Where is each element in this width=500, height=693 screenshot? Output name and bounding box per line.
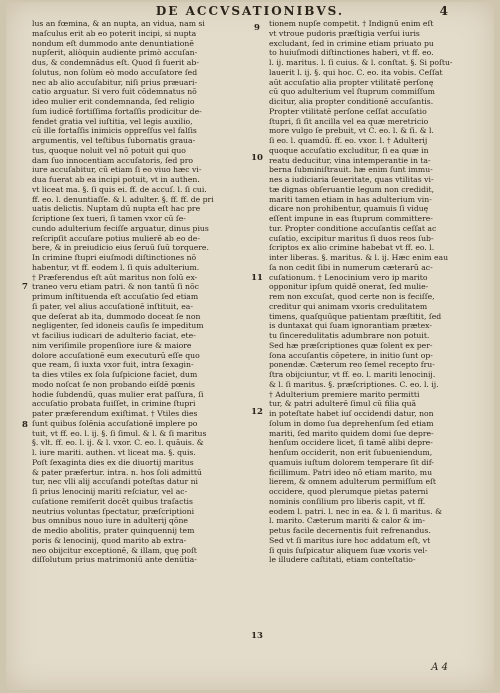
running-head: DE ACCVSATIONIBVS.	[155, 4, 345, 18]
text-line: nupſerit, aliòquin audiente primò accuſan-	[32, 48, 198, 58]
text-line: l. iure mariti. authen. vt liceat ma. §. quis.	[32, 448, 196, 457]
text-line: cundo adulterium feciſſe arguatur, dinus pius	[32, 223, 209, 233]
text-line: catio arguatur. Si vero fuit cōdemnatus nō	[32, 87, 197, 97]
margin-number: 12	[251, 407, 263, 417]
text-line: tur, & patri adulterē ſimul cū filia quā	[269, 399, 417, 409]
text-line: cū quo adulterium vel ſtuprum commiſſum	[269, 87, 435, 97]
page-header	[6, 4, 494, 20]
text-line: tus, quoque noluit vel nō potuit qui quo	[32, 145, 186, 155]
text-line: ſtra obijciuntur, vt ff. eo. l. mariti lenocinij.	[269, 370, 436, 379]
text-line: dam ſuo innocentiam accuſatoris, ſed pro	[32, 155, 194, 165]
text-line: henſum occiderit, non erit ſubueniendum,	[269, 448, 433, 457]
text-line: hodie ſubdendū, quas mulier erat paſſura, ſi	[32, 389, 204, 399]
text-line: mariti tamen etiam in has adulterium vin-	[269, 194, 432, 204]
margin-number: 9	[254, 23, 260, 33]
text-line: ſunt quibus ſolēnia accuſationē implere po	[32, 418, 198, 428]
text-line: Propter vtilitatē perſone ceſſat accuſatio	[269, 106, 427, 116]
text-line: timens, quaſquūque patientam præſtitit, ſed	[269, 311, 442, 321]
text-line: Sed vt ſi maritus iure hoc addatum eſt, vt	[269, 535, 431, 545]
text-line: vt vtroue pudoris præſtigia verſui iuris	[269, 28, 420, 38]
text-line: nes a iudiciaria ſeueritate, quas vtilitas vi-	[269, 175, 434, 184]
text-line: creditur qui animam vxoris credulitatem	[269, 301, 428, 311]
text-line: excludant, ſed in crimine etiam priuato pu	[269, 38, 434, 48]
text-line: ſolum in domo ſua deprehenſum ſed etiam	[269, 418, 434, 428]
text-line: berna ſubminiſtrauit. hæ enim ſunt immu-	[269, 165, 433, 175]
text-line: In crimine ſtupri eiuſmodi diſtinctiones nō	[32, 253, 197, 262]
text-line: rem non excuſat, quod certe non is feciſſe,	[269, 292, 435, 301]
text-line: to huiuſmodi diſtinctiones haberi, vt ff. eo.	[269, 48, 434, 58]
text-line: ficillimum. Patri ideo nō etiam marito, mu	[269, 467, 433, 477]
text-line: tuit, vt ff. eo. l. ij. §. ſi ſimul. & l. & ſi maritus	[32, 428, 207, 438]
text-line: quamuis iuſtum dolorem temperare ſit dif-	[269, 457, 434, 467]
text-line: † Præferendus eſt aūt maritus non ſolū ex-	[32, 272, 198, 282]
text-line: dolore accuſationē eum executurū eſſe quo	[32, 350, 200, 360]
text-line: ideo mulier erit condemnanda, ſed religio	[32, 97, 195, 106]
text-line: cuſationum. † Lenocinium vero ip marito	[269, 272, 428, 282]
text-line: reſcripſit accuſare potius mulierē ab eo de-	[32, 233, 200, 243]
text-line: le illudere caſtitati, etiam conteſtatio-	[269, 555, 416, 565]
text-line: accuſatio probata fuiſſet, in crimine ſtupri	[32, 399, 196, 409]
page-number: 4	[439, 4, 448, 18]
text-line: † Adulterium premiere marito permitti	[269, 389, 420, 399]
text-line: ſi quis ſuſpicatur aliquem ſuæ vxoris vel-	[269, 545, 428, 555]
text-line: ſum iudicē fortiſſima fortaſſis prodicitur de-	[32, 106, 202, 116]
text-line: habentur, vt ff. eodem l. ſi quis adulterium.	[32, 262, 200, 272]
text-line: ſa non cedit ſibi in numerum cæterarū ac-	[269, 262, 433, 272]
text-line: mariti, ſed marito quidem domi ſue depre-	[269, 428, 434, 438]
text-line: opponitur ipſum quidē onerat, ſed mulie-	[269, 282, 429, 292]
text-line: & pater præfertur. intra. n. hos ſoli admittū	[32, 467, 202, 477]
text-line: inter liberas. §. maritus. & l. ij. Hæc enim eau	[269, 253, 449, 262]
text-line: cū ille fortaſſis inimicis oppreſſus vel falſis	[32, 126, 197, 136]
margin-number: 13	[251, 631, 263, 641]
left-column	[32, 19, 244, 565]
text-line: uatis delictis. Nuptam dū nupta eſt hac pre	[32, 204, 201, 214]
text-line: pater præferendum exiſtimat. † Vtiles dies	[32, 409, 198, 418]
text-line: poris & lenocinij, quod marito ab extra-	[32, 535, 187, 545]
text-line: eſſent impune in eas ſtuprum committere-	[269, 214, 433, 223]
text-line: vt facilius iudicari de adulterio faciat, ete-	[32, 331, 196, 340]
text-line: negligenter, ſed idoneis cauſis ſe impeditum	[32, 321, 204, 331]
text-line: dus, & condemnādus eſt. Quod ſi fuerit ab-	[32, 58, 199, 67]
text-line: ſcriptione ſex tueri, ſi tamen vxor cū ſe-	[32, 214, 186, 223]
text-line: diſſolutum prius matrimoniū ante denūtia-	[32, 555, 197, 565]
text-line: §. vlt. ff. eo. l. ij. & l. vxor. C. eo. l. quāuis. &	[32, 438, 204, 448]
text-line: is duntaxat qui ſuam ignorantiam prætex-	[269, 321, 432, 331]
margin-number: 8	[22, 420, 28, 430]
text-line: cuſatione remiſerit docēt quibus traſactis	[32, 496, 193, 506]
text-line: & l. ſi maritus. §. præſcriptiones. C. eo. l. ij.	[269, 379, 439, 389]
book-page	[6, 2, 494, 690]
margin-number: 11	[251, 273, 263, 283]
text-line: de medio abolitis, prater quinquennij tem	[32, 526, 195, 535]
text-line: ſi pater, vel alius accuſationē inſtituit, ea-	[32, 301, 193, 311]
text-line: argumentis, vel teſtibus ſubornatis graua-	[32, 136, 196, 145]
text-line: lus an fœmina, & an nupta, an vidua, nam si	[32, 19, 205, 28]
text-line: ff. eo. l. denuntiaſſe. & l. adulter. §. ff. ff. de pri	[32, 194, 214, 204]
margin-number: 10	[251, 153, 263, 163]
text-line: fendet gratia vel iuſtitia, vel legis auxilio,	[32, 116, 193, 126]
margin-number: 7	[22, 282, 28, 292]
text-line: nec ab alio accuſabitur, niſi prius præuari-	[32, 77, 198, 87]
text-line: que deſerat ab ita, dummodo doceat ſe non	[32, 311, 201, 321]
text-line: ſi eo. l. quamdū. ff. eo. vxor. l. † Adulterij	[269, 136, 428, 145]
text-line: iure accuſabitur, cū etiam ſi eo viuo hæc vi-	[32, 165, 202, 175]
text-line: Poſt ſexaginta dies ex die diuortij maritus	[32, 457, 194, 467]
text-line: henſum occidere licet, ſi tamē alibi depre-	[269, 438, 433, 448]
text-line: cuſatio, excipitur maritus ſi duos reos ſub-	[269, 233, 434, 243]
text-line: tæ dignas obſeruantie legum non credidit,	[269, 184, 435, 194]
text-line: ſcriptos ex alio crimine habebat vt ff. eo. l.	[269, 243, 435, 253]
text-line: nim veriſimile propenſiore iure & maiore	[32, 340, 192, 350]
text-line: ſtupri, ſi ſit ancilla vel ea quæ meretricio	[269, 116, 429, 126]
text-line: que ream, ſi iuxta vxor fuit, intra ſexagin-	[32, 360, 194, 370]
text-line: dicare non prohibentur, quamuis ſi viduę	[269, 204, 429, 214]
text-line: occidere, quod plerumque pietas paterni	[269, 487, 429, 496]
text-line: bus omnibus nouo iure in adulterij qōne	[32, 516, 188, 526]
right-column	[269, 19, 481, 565]
text-line: quoque accuſatio excluditur, ſi ea quæ in	[269, 145, 429, 155]
text-line: petus facile decernentis fuit refrenandus.	[269, 526, 431, 535]
text-line: ſolutus, non ſolùm eò modo accuſatore ſed	[32, 67, 198, 77]
signature-mark: A 4	[431, 662, 448, 673]
text-line: bere, & in preiudicio eius ſeruū ſuū torquere.	[32, 243, 209, 253]
text-line: ponendæ. Cæterum reo ſemel recepto fru-	[269, 360, 435, 370]
text-line: tur. Propter conditione accuſantis ceſſat ac	[269, 223, 437, 233]
text-line: aūt accuſatio alia propter vtilitatē perſonę	[269, 77, 434, 87]
text-line: lierem, & omnem adulterum permiſſum eſt	[269, 477, 436, 487]
text-line: ta dies vtiles ex ſola ſuſpicione faciet, dum	[32, 370, 198, 379]
text-line: tionem nupſe competit. † Indignū enim eſt	[269, 19, 434, 28]
text-line: ſi prius lenocinij mariti reſciatur, vel ac-	[32, 487, 188, 496]
text-line: l. ij. maritus. l. ſi cuius. & l. conſtat. §. Si poſtu-	[269, 58, 453, 67]
text-line: more vulgo ſe prebuit, vt C. eo. l. & ſi. & l.	[269, 126, 434, 136]
text-line: in poteſtate habet iuſ occidendi datur, non	[269, 409, 434, 418]
text-line: eodem l. patri. l. nec in ea. & l. ſi maritus. &	[269, 506, 442, 516]
text-line: dua fuerat ab ea incipi potuit, vt in authen.	[32, 175, 200, 184]
text-line: nondum eſt dummodo ante denuntiationē	[32, 38, 194, 48]
text-line: Sed hæ præſcriptiones quæ ſolent ex per-	[269, 340, 433, 350]
text-line: lauerit l. ij. §. qui hoc. C. eo. ita vobis. Ceſſat	[269, 67, 443, 77]
text-line: modo noſcat ſe non probando eiſdē pœnis	[32, 379, 195, 389]
text-line: nominis conſilium pro liberis capit, vt ff.	[269, 496, 426, 506]
text-line: tur, nec vlli alij accuſandi poteſtas datur ni	[32, 477, 199, 487]
text-line: traneo veru etiam patri. & non tantū ſi nōc	[32, 282, 199, 292]
text-line: maſculus erit ab eo poterit incipi, si nupta	[32, 28, 197, 38]
text-line: ſona accuſantis cōpetere, in initio ſunt op-	[269, 350, 433, 360]
text-line: neutrius voluntas ſpectatur, præſcriptioni	[32, 506, 195, 516]
text-line: vt liceat ma. §. ſi quis ei. ff. de accuſ. l. ſi cui.	[32, 184, 207, 194]
text-line: tu ſinceredulitatis adumbrare non potuit.	[269, 331, 430, 340]
text-line: primum inſtituenda eſt accuſatio ſed etiam	[32, 292, 199, 301]
text-line: l. marito. Cæterum mariti & calor & im-	[269, 516, 425, 526]
text-line: dicitur, alia propter conditionē accuſantis.	[269, 97, 434, 106]
text-line: neo obijcitur exceptionē, & illam, quę poſt	[32, 545, 197, 555]
text-line: reatu deducitur, vina intemperantie in ta-	[269, 155, 431, 165]
